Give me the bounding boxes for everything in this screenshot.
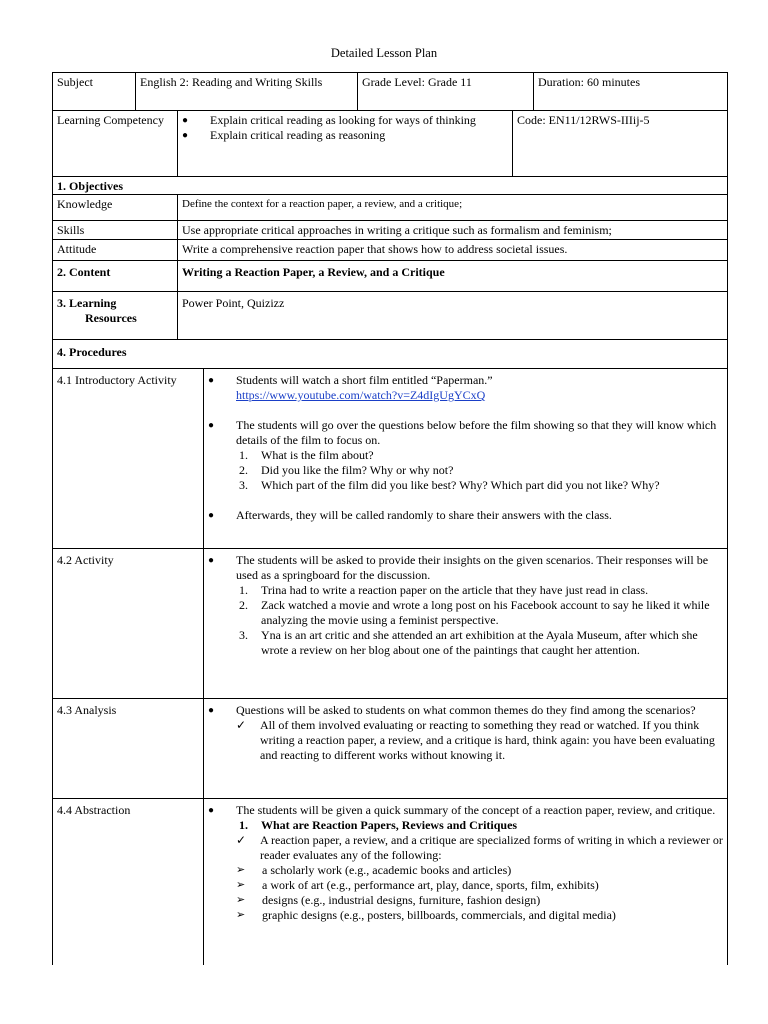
content-value: Writing a Reaction Paper, a Review, and a Critique xyxy=(177,261,727,291)
header-row xyxy=(52,72,728,111)
lesson-plan-table xyxy=(52,72,728,965)
list-item: ➢ a scholarly work (e.g., academic books and articles) xyxy=(236,863,512,877)
question-item: 2. Did you like the film? Why or why not? xyxy=(239,463,454,477)
scenario-item: 3. Yna is an art critic and she attended an art exhibition at the Ayala Museum, after which she wrote a review on her blog about one of the paintings that caught her attention. xyxy=(239,628,698,657)
analysis-label: 4.3 Analysis xyxy=(57,703,117,717)
activity-label: 4.2 Activity xyxy=(57,553,114,567)
analysis-row xyxy=(52,699,728,799)
abstraction-label: 4.4 Abstraction xyxy=(57,803,131,817)
question-item: 3. Which part of the film did you like best? Why? Which part did you not like? Why? xyxy=(239,478,660,492)
bullet-icon: ● xyxy=(182,130,189,141)
knowledge-row xyxy=(52,195,728,221)
list-item: ➢ designs (e.g., industrial designs, furniture, fashion design) xyxy=(236,893,541,907)
subject-label: Subject xyxy=(57,75,93,89)
check-icon: ✓ xyxy=(236,718,247,732)
arrow-bullet-icon: ➢ xyxy=(236,879,246,891)
list-item: ● The students will be given a quick summary of the concept of a reaction paper, review, and critique. xyxy=(208,803,716,817)
list-item: ● The students will go over the questions below before the film showing so that they will know which details of the film to focus on. xyxy=(208,418,717,447)
bullet-icon: ● xyxy=(208,805,215,816)
list-item: ➢ a work of art (e.g., performance art, play, dance, sports, film, exhibits) xyxy=(236,878,599,892)
scenario-item: 1. Trina had to write a reaction paper on the article that they have just read in class. xyxy=(239,583,649,597)
scenario-item: 2. Zack watched a movie and wrote a long post on his Facebook account to say he liked it while analyzing the movie using a feminist perspective. xyxy=(239,598,710,627)
skills-label: Skills xyxy=(57,223,85,237)
subject-value: English 2: Reading and Writing Skills xyxy=(135,73,357,110)
attitude-label: Attitude xyxy=(57,242,97,256)
content-row xyxy=(52,261,728,292)
attitude-row xyxy=(52,240,728,261)
intro-label: 4.1 Introductory Activity xyxy=(57,373,177,387)
bullet-icon: ● xyxy=(182,115,189,126)
intro-content xyxy=(203,369,727,548)
question-item: 1. What is the film about? xyxy=(239,448,374,462)
procedures-heading: 4. Procedures xyxy=(57,345,127,359)
duration: Duration: 60 minutes xyxy=(533,73,727,110)
bullet-icon: ● xyxy=(208,705,215,716)
competency-code: Code: EN11/12RWS-IIIij-5 xyxy=(512,111,727,176)
resources-row xyxy=(52,292,728,340)
video-link[interactable]: https://www.youtube.com/watch?v=Z4dIgUgYCxQ xyxy=(236,388,486,402)
bullet-icon: ● xyxy=(208,420,215,431)
activity-content xyxy=(203,549,727,698)
skills-value: Use appropriate critical approaches in writing a critique such as formalism and feminism; xyxy=(177,221,727,239)
bullet-icon: ● xyxy=(208,375,215,386)
attitude-value: Write a comprehensive reaction paper that shows how to address societal issues. xyxy=(177,240,727,260)
grade-level: Grade Level: Grade 11 xyxy=(357,73,533,110)
resources-value: Power Point, Quizizz xyxy=(177,292,727,339)
list-item: ● Afterwards, they will be called randomly to share their answers with the class. xyxy=(208,508,612,522)
check-icon: ✓ xyxy=(236,833,247,847)
list-item: ● Explain critical reading as looking for ways of thinking xyxy=(182,113,476,127)
list-item: ● Questions will be asked to students on what common themes do they find among the scenarios? xyxy=(208,703,696,717)
competency-row xyxy=(52,111,728,177)
arrow-bullet-icon: ➢ xyxy=(236,894,246,906)
abstraction-row xyxy=(52,799,728,965)
abstraction-content xyxy=(203,799,727,965)
bullet-icon: ● xyxy=(208,555,215,566)
sub-heading: 1. What are Reaction Papers, Reviews and Critiques xyxy=(239,818,518,832)
objectives-heading-row xyxy=(52,177,728,195)
list-item: ● Students will watch a short film entitled “Paperman.” https://www.youtube.com/watch?v=Z4dIgUgYCxQ xyxy=(208,373,493,402)
activity-row xyxy=(52,549,728,699)
list-item: ➢ graphic designs (e.g., posters, billboards, commercials, and digital media) xyxy=(236,908,616,922)
competency-list xyxy=(177,111,512,176)
intro-row xyxy=(52,369,728,549)
resources-label: 3. Learning Resources xyxy=(57,296,137,325)
arrow-bullet-icon: ➢ xyxy=(236,909,246,921)
arrow-bullet-icon: ➢ xyxy=(236,864,246,876)
competency-label: Learning Competency xyxy=(57,113,164,127)
analysis-content xyxy=(203,699,727,798)
content-label: 2. Content xyxy=(57,265,111,279)
procedures-heading-row xyxy=(52,340,728,369)
skills-row xyxy=(52,221,728,240)
objectives-heading: 1. Objectives xyxy=(57,179,123,193)
document-title: Detailed Lesson Plan xyxy=(330,46,438,60)
list-item: ● The students will be asked to provide their insights on the given scenarios. Their responses will be used as a springboard for the discussion. xyxy=(208,553,709,582)
check-item: ✓ A reaction paper, a review, and a critique are specialized forms of writing in which a reviewer or reader evaluates any of the following: xyxy=(236,833,723,862)
list-item: ● Explain critical reading as reasoning xyxy=(182,128,386,142)
check-item: ✓ All of them involved evaluating or reacting to something they read or watched. If you think writing a reaction paper, a review, and a critique is hard, think again: you have been evaluating and reacting to different works without knowing it. xyxy=(236,718,715,762)
knowledge-value: Define the context for a reaction paper, a review, and a critique; xyxy=(177,195,727,220)
bullet-icon: ● xyxy=(208,510,215,521)
knowledge-label: Knowledge xyxy=(57,197,113,211)
